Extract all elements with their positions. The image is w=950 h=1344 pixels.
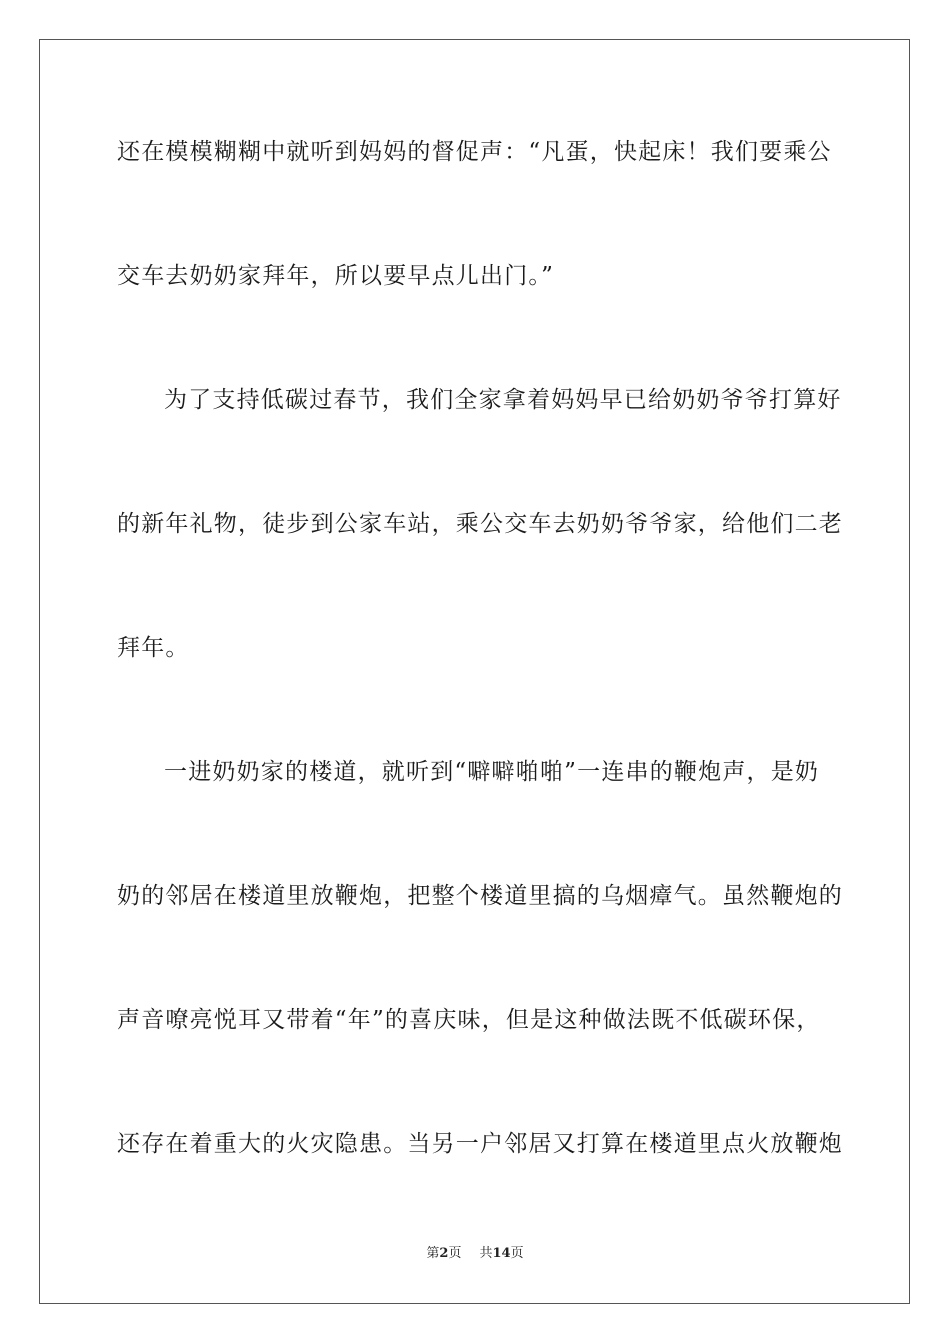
body-text-line-indented: 为了支持低碳过春节，我们全家拿着妈妈早已给奶奶爷爷打算好 (164, 387, 842, 413)
body-text-line: 还存在着重大的火灾隐患。当另一户邻居又打算在楼道里点火放鞭炮 (117, 1131, 843, 1157)
body-text-line: 还在模模糊糊中就听到妈妈的督促声：“凡蛋，快起床！我们要乘公 (117, 139, 832, 165)
total-pages: 共14页 (479, 1246, 524, 1261)
body-text-line: 的新年礼物，徒步到公家车站，乘公交车去奶奶爷爷家，给他们二老 (117, 511, 843, 537)
body-text-line: 声音嘹亮悦耳又带着“年”的喜庆味，但是这种做法既不低碳环保， (117, 1007, 821, 1033)
page-border (39, 39, 910, 1304)
body-text-line: 奶的邻居在楼道里放鞭炮，把整个楼道里搞的乌烟瘴气。虽然鞭炮的 (117, 883, 843, 909)
body-text-line: 拜年。 (117, 635, 190, 661)
page-number: 第2页 (426, 1246, 462, 1261)
page-footer (0, 1245, 950, 1263)
body-text-line-indented: 一进奶奶家的楼道，就听到“噼噼啪啪”一连串的鞭炮声，是奶 (164, 759, 820, 785)
body-text-line: 交车去奶奶家拜年，所以要早点儿出门。” (117, 263, 555, 289)
